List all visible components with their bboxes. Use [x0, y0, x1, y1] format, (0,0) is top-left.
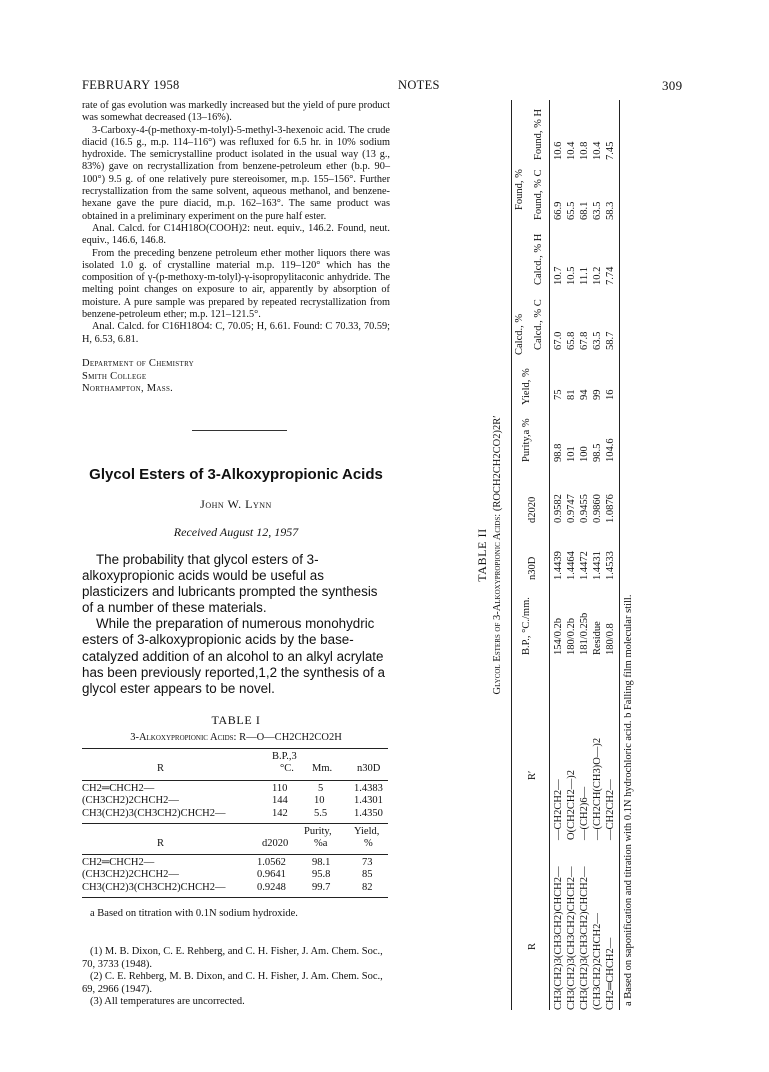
table2-col-bp: B.P., °C./mm.: [521, 597, 532, 655]
table2-cell: 99: [592, 389, 603, 400]
carryover-paragraph: From the preceding benzene petroleum ether mother liquors there was isolated 1.0 g. of crystalline material m.p. 119–120° which has the composition of γ-(p-methoxy-m-tolyl)-γ-isopropylitaconic anhydride. The melting point changes on exposure to air, apparently by absorption of moisture. A pure sample was prepared by repeated recrystallization from benzene-petroleum ether; m.p. 121–121.5°.: [82, 247, 390, 321]
table2-cell: 81: [566, 389, 577, 400]
cell-yield: 73: [362, 857, 373, 868]
cell-r: CH3(CH2)3(CH3CH2)CHCH2—: [82, 881, 226, 893]
table2-cell: Residue: [592, 621, 603, 655]
table2-cell: 75: [553, 389, 564, 400]
table2-cell: 1.4472: [579, 551, 590, 580]
table1-rule: [82, 748, 388, 749]
table2-cell: 10.4: [592, 141, 603, 160]
table1-row: [82, 869, 388, 881]
address-line: Smith College: [82, 370, 147, 382]
table1-body-2: [82, 857, 388, 894]
table2-cell: 10.5: [566, 266, 577, 285]
table2-cell: 180/0.8: [605, 623, 616, 655]
cell-r: (CH3CH2)2CHCH2—: [82, 869, 179, 881]
table1-col-bp: B.P.,3: [272, 751, 297, 762]
table2-cell: —(CH2)6—: [579, 786, 590, 840]
table2-cell: 1.4464: [566, 551, 577, 580]
cell-n: 1.4383: [354, 783, 383, 794]
table2-cell: 98.5: [592, 443, 603, 462]
table2-rule: [619, 100, 620, 1010]
cell-d: 1.0562: [257, 857, 286, 868]
table1-col-n: n30D: [357, 763, 381, 775]
table2-cell: 63.5: [592, 331, 603, 350]
table1-row: [82, 882, 388, 894]
table2-cell: 7.45: [605, 141, 616, 160]
table2-cell: —(CH2CH(CH3)O—)2: [592, 737, 603, 840]
carryover-paragraph: rate of gas evolution was markedly increased but the yield of pure product was somewhat decreased (13–16%).: [82, 100, 390, 124]
table2-cell: 58.3: [605, 201, 616, 220]
table2-cell: 94: [579, 389, 590, 400]
table2-group-found: Found, %: [514, 169, 525, 210]
table2-cell: 100: [579, 446, 590, 462]
table1-col-purity: Purity,: [304, 826, 332, 837]
table1-col-bp-unit: °C.: [280, 763, 294, 775]
table2-cell: 1.4533: [605, 551, 616, 580]
table2-cell: 1.4431: [592, 551, 603, 580]
table2-col-n: n30D: [527, 556, 538, 580]
table2-col-purity: Purity,a %: [521, 418, 532, 462]
table1-col-density: d2020: [262, 838, 289, 850]
carryover-paragraph: Anal. Calcd. for C16H18O4: C, 70.05; H, 6.61. Found: C 70.33, 70.59; H, 6.53, 6.81.: [82, 321, 390, 345]
table2-cell: 67.0: [553, 331, 564, 350]
table2-cell: 1.4439: [553, 551, 564, 580]
cell-d: 0.9248: [257, 881, 286, 893]
table2-col-r: R: [527, 942, 538, 950]
table2-cell: —CH2CH2—: [605, 779, 616, 840]
table2-cell: 67.8: [579, 331, 590, 350]
table2-cell: —CH2CH2—: [553, 779, 564, 840]
table2-col-d: d2020: [527, 496, 538, 523]
table2-cell: CH3(CH2)3(CH3CH2)CHCH2—: [553, 866, 564, 1010]
author-address: [82, 358, 194, 396]
table2-cell: 0.9860: [592, 494, 603, 523]
cell-purity: 95.8: [312, 869, 331, 881]
table2-cell: 0.9747: [566, 494, 577, 523]
table1-row: [82, 808, 388, 820]
cell-mm: 5: [318, 783, 324, 794]
table2-col-calcd-c: Calcd., % C: [533, 299, 544, 350]
cell-purity: 98.1: [312, 857, 331, 868]
table2-cell: 180/0.2b: [566, 617, 577, 655]
table2-cell: CH3(CH2)3(CH3CH2)CHCH2—: [566, 866, 577, 1010]
table2-cell: (CH3CH2)2CHCH2—: [592, 913, 603, 1010]
cell-bp: 142: [272, 807, 288, 819]
table2-cell: 65.8: [566, 331, 577, 350]
section-divider: [192, 430, 287, 431]
cell-r: CH2═CHCH2—: [82, 857, 155, 868]
table2-cell: 16: [605, 389, 616, 400]
page-number: 309: [662, 78, 683, 93]
table2-cell: O(CH2CH2—)2: [566, 770, 577, 840]
table2-cell: 1.0876: [605, 494, 616, 523]
cell-yield: 85: [362, 869, 373, 881]
table2-group-calcd: Calcd., %: [514, 313, 525, 355]
table1-body-1: [82, 783, 388, 820]
reference-item: (3) All temperatures are uncorrected.: [90, 996, 245, 1007]
cell-mm: 10: [314, 795, 325, 807]
table2-cell: 58.7: [605, 331, 616, 350]
article-title: Glycol Esters of 3-Alkoxypropionic Acids: [89, 466, 383, 483]
table2-container: [475, 100, 640, 1010]
body-paragraph: The probability that glycol esters of 3-alkoxypropionic acids would be useful as plasticizers and lubricants prompted the synthesis of a number of these materials.: [82, 552, 378, 616]
cell-mm: 5.5: [314, 807, 328, 819]
table2-cell: 0.9582: [553, 494, 564, 523]
cell-r: CH2═CHCH2—: [82, 783, 155, 794]
table2-rotated: [475, 100, 640, 1010]
table1-rule: [82, 854, 388, 855]
cell-d: 0.9641: [257, 869, 286, 881]
address-line: Northampton, Mass.: [82, 383, 174, 394]
article-author: John W. Lynn: [200, 497, 272, 511]
table2-col-found-h: Found, % H: [533, 108, 544, 160]
running-header-section: NOTES: [398, 78, 440, 92]
table2-cell: 7.74: [605, 266, 616, 285]
table1-row: [82, 857, 388, 869]
table2-cell: 66.9: [553, 201, 564, 220]
table2-cell: 154/0.2b: [553, 617, 564, 655]
table2-cell: 101: [566, 446, 577, 462]
table2-subtitle: Glycol Esters of 3-Alkoxypropionic Acids: (ROCH2CH2CO2)2R′: [492, 415, 503, 695]
table2-cell: 10.4: [566, 141, 577, 160]
table1-header-1: [82, 751, 388, 776]
table2-cell: 10.2: [592, 266, 603, 285]
table2-footnote: a Based on saponification and titration with 0.1N hydrochloric acid. b Falling film molecular still.: [623, 594, 634, 1006]
cell-bp: 144: [272, 795, 288, 807]
cell-r: (CH3CH2)2CHCH2—: [82, 795, 179, 807]
table2-cell: 0.9455: [579, 494, 590, 523]
cell-n: 1.4301: [354, 795, 383, 807]
carryover-paragraph: Anal. Calcd. for C14H18O(COOH)2: neut. equiv., 146.2. Found, neut. equiv., 146.6, 146.8.: [82, 222, 390, 247]
reference-item: (2) C. E. Rehberg, M. B. Dixon, and C. H. Fisher, J. Am. Chem. Soc., 69, 2966 (1947).: [82, 971, 383, 995]
table2-cell: 104.6: [605, 438, 616, 462]
cell-yield: 82: [362, 881, 373, 893]
table2-cell: 10.6: [553, 141, 564, 160]
running-header-date: FEBRUARY 1958: [82, 78, 180, 92]
cell-n: 1.4350: [354, 807, 383, 819]
cell-bp: 110: [272, 783, 288, 794]
table2-title: TABLE II: [475, 528, 489, 582]
table1-col-yield: Yield,: [354, 826, 380, 837]
cell-purity: 99.7: [312, 881, 331, 893]
table2-col-rprime: R′: [527, 770, 538, 780]
received-date: Received August 12, 1957: [173, 525, 299, 539]
carryover-paragraph: 3-Carboxy-4-(p-methoxy-m-tolyl)-5-methyl-3-hexenoic acid. The crude diacid (16.5 g., m.p. 114–116°) was refluxed for 6.5 hr. in 10% sodium hydroxide. The semicrystalline product isolated in the usual way (13 g., 83%) gave on recrystallization from benzene-petroleum ether (b.p. 90–100°) 9.5 g. of one relatively pure stereoisomer, m.p. 155–156°. Further recrystallization from the same solvent, aqueous methanol, and benzene-hexane gave the pure diacid, m.p. 162–163°. The same product was obtained in a preliminary experiment on the pure half ester.: [82, 124, 390, 222]
table2-col-yield: Yield, %: [521, 368, 532, 405]
body-paragraph: While the preparation of numerous monohydric esters of 3-alkoxypropionic acids by the base-catalyzed addition of an alcohol to an alkyl acrylate has been previously reported,1,2 the synthesis of a glycol ester appears to be novel.: [82, 616, 385, 696]
table1-rule: [82, 780, 388, 781]
table1-col-r: R: [157, 763, 165, 775]
table1-col-yield-unit: %: [364, 838, 373, 850]
table1-subtitle: 3-Alkoxypropionic Acids: R—O—CH2CH2CO2H: [130, 732, 342, 743]
table1-title: TABLE I: [211, 713, 261, 727]
table2-cell: 10.7: [553, 266, 564, 285]
table1-header-2: [82, 826, 388, 851]
table2-col-calcd-h: Calcd., % H: [533, 233, 544, 285]
table2-cell: 68.1: [579, 201, 590, 220]
table1-col-mm: Mm.: [312, 763, 333, 775]
table2-cell: 181/0.25b: [579, 612, 590, 655]
reference-item: (1) M. B. Dixon, C. E. Rehberg, and C. H. Fisher, J. Am. Chem. Soc., 70, 3733 (1948).: [82, 946, 383, 970]
table1-rule: [82, 897, 388, 898]
carryover-text: [82, 100, 390, 346]
cell-r: CH3(CH2)3(CH3CH2)CHCH2—: [82, 807, 226, 819]
table2-cell: CH3(CH2)3(CH3CH2)CHCH2—: [579, 866, 590, 1010]
table2-col-found-c: Found, % C: [533, 169, 544, 220]
table2-cell: 63.5: [592, 201, 603, 220]
table2-cell: 65.5: [566, 201, 577, 220]
table1-rule: [82, 823, 388, 824]
table1-col-r: R: [157, 838, 165, 850]
table1-row: [82, 783, 388, 795]
table2-rule: [511, 100, 512, 1010]
table1-col-purity-unit: %a: [314, 838, 328, 850]
article-body: [82, 552, 390, 697]
table2-cell: 98.8: [553, 443, 564, 462]
table1-footnote: a Based on titration with 0.1N sodium hydroxide.: [90, 908, 298, 919]
table1-row: [82, 795, 388, 807]
table2-cell: 11.1: [579, 267, 590, 285]
table2-rule: [549, 100, 550, 1010]
table2-cell: 10.8: [579, 141, 590, 160]
address-line: Department of Chemistry: [82, 358, 195, 369]
table2-cell: CH2═CHCH2—: [605, 937, 616, 1010]
references: [82, 946, 390, 1009]
